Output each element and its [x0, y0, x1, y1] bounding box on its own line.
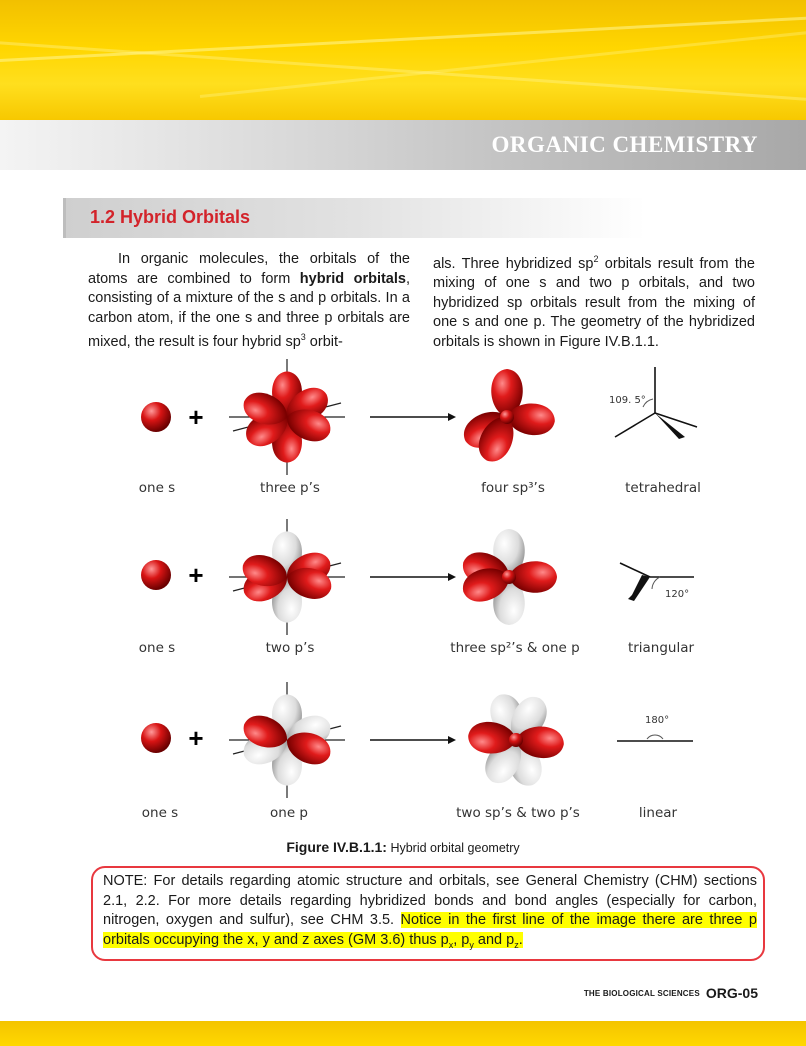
row2-label-s: one s	[138, 640, 176, 656]
row2-plus: +	[188, 560, 204, 590]
row3-linear-geometry-icon	[617, 735, 693, 741]
note-highlight-text: Notice in the first line of the image there are three p orbitals occupying the x, y and z axes (GM 3.6) thus p	[103, 912, 757, 948]
footer-yellow-band	[0, 1021, 806, 1046]
row2-s-orbital	[141, 560, 171, 590]
note-text: NOTE: For details regarding atomic structure and orbitals, see General Chemistry (CHM) sections 2.1, 2.2. For more details regarding hybridized bonds and bond angles (especially for carbon, nitrogen, oxygen and sulfur), see CHM 3.5.	[103, 873, 757, 928]
row3-sp-orbitals	[467, 690, 565, 791]
row3-arrow	[370, 736, 456, 744]
figure-caption	[0, 839, 806, 855]
footer-page-number: ORG-05	[705, 985, 758, 1001]
footer-series: THE BIOLOGICAL SCIENCES	[583, 989, 700, 998]
body-column-left	[88, 250, 410, 352]
body-left-end: orbit-	[305, 333, 343, 350]
figure-caption-text: Hybrid orbital geometry	[390, 841, 520, 855]
row3-one-p-orbital	[229, 682, 345, 798]
note-end: .	[518, 931, 523, 948]
row1-label-hybrid: four sp³’s	[481, 480, 545, 496]
row1-sp3-orbitals	[458, 369, 557, 467]
row1-s-orbital	[141, 402, 171, 432]
row2-arrow	[370, 573, 456, 581]
row3-plus: +	[188, 723, 204, 753]
note-sep-2: and p	[473, 931, 515, 948]
body-right-sup: 2	[593, 254, 599, 264]
row3-label-hybrid: two sp’s & two p’s	[456, 805, 580, 821]
body-right-1: als. Three hybridized sp	[433, 255, 594, 272]
row2-label-geometry: triangular	[627, 640, 695, 656]
page-header-title: ORGANIC CHEMISTRY	[491, 132, 758, 157]
row3-angle-label: 180°	[645, 715, 670, 726]
note-box	[91, 866, 765, 961]
note-sep-1: , p	[453, 931, 470, 948]
body-left-bold: hybrid orbitals	[299, 270, 406, 287]
figure-caption-label: Figure IV.B.1.1:	[286, 839, 387, 855]
row1-plus: +	[188, 402, 204, 432]
row1-label-s: one s	[138, 480, 176, 496]
row3-s-orbital	[141, 723, 171, 753]
note-sub-z: z	[514, 939, 519, 950]
header-gray-band	[0, 120, 806, 170]
row2-two-p-orbitals	[229, 519, 345, 635]
row2-label-p: two p’s	[265, 640, 315, 656]
row1-label-p: three p’s	[260, 480, 320, 496]
row1-angle-label: 109. 5°	[609, 395, 646, 406]
row2-sp2-orbitals	[458, 529, 557, 625]
section-heading: 1.2 Hybrid Orbitals	[90, 207, 251, 227]
row3-label-p: one p	[270, 805, 308, 821]
body-column-right	[433, 250, 755, 352]
row3-label-geometry: linear	[638, 805, 678, 821]
page-footer	[584, 985, 758, 1001]
row2-label-hybrid: three sp²’s & one p	[450, 640, 580, 656]
body-left-post: , consisting of a mixture of the s and p orbitals. In a carbon atom, if the one s and three p orbitals are mixed, the result is four hybrid sp	[88, 270, 410, 350]
section-heading-bar	[63, 198, 646, 238]
note-sub-x: x	[448, 939, 454, 950]
body-right-2: orbitals result from the mixing of one s and two p orbitals, and two hybridized sp orbitals result from the mixing of one s and one p. The geometry of the hybridized orbitals is shown in Figure IV.B.1.1.	[433, 255, 755, 350]
body-left-sup: 3	[300, 332, 306, 342]
row2-angle-label: 120°	[665, 589, 690, 600]
row1-three-p-orbitals	[229, 359, 345, 475]
row1-label-geometry: tetrahedral	[625, 480, 701, 496]
body-left-pre: In organic molecules, the orbitals of the atoms are combined to form	[88, 251, 410, 287]
row1-arrow	[370, 413, 456, 421]
note-sub-y: y	[469, 939, 474, 950]
row3-label-s: one s	[141, 805, 179, 821]
hybrid-orbital-figure	[0, 355, 806, 830]
header-yellow-band	[0, 0, 806, 120]
